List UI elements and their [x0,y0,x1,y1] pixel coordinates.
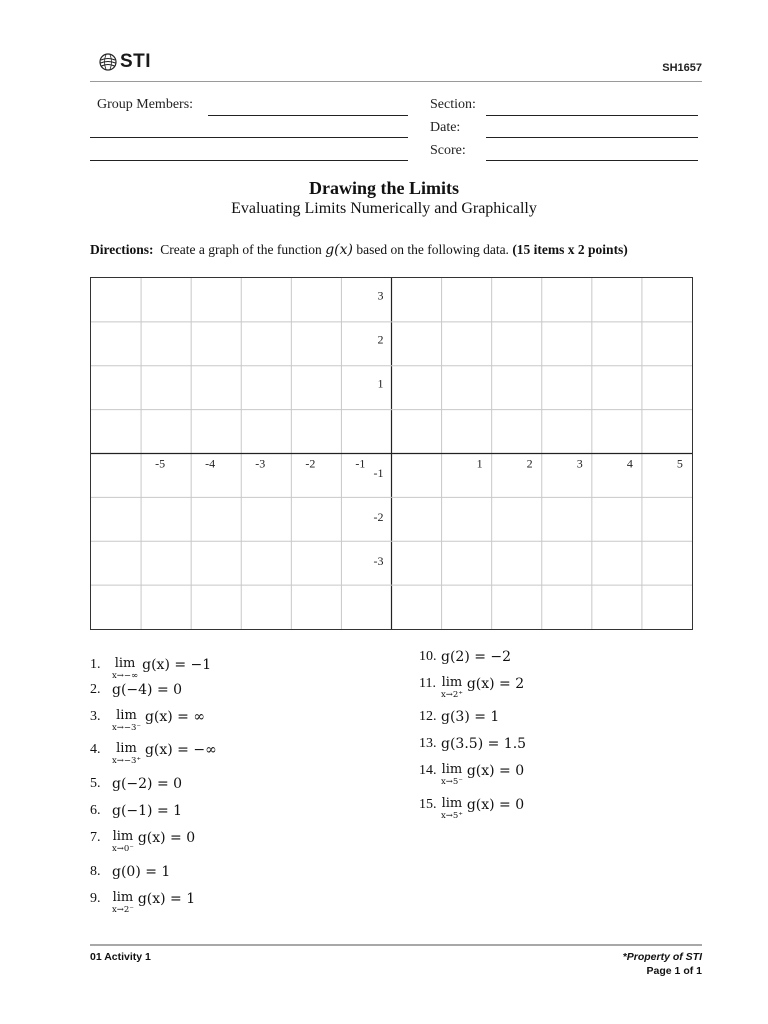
directions-function: g(x) [325,242,353,258]
footer-right [623,950,702,978]
lim-word: lim [116,708,137,723]
y-tick-label: -2 [373,510,384,525]
item-expression: g(x) = 0 [137,830,196,846]
x-tick-label: 2 [526,456,533,471]
y-tick-label: -3 [373,553,384,568]
y-tick-label: 1 [377,376,384,391]
directions-text-after: based on the following data. [356,242,509,257]
y-tick-label: 2 [377,332,384,347]
item-number: 8. [90,864,101,879]
footer-divider [90,944,702,946]
lim-word: lim [441,762,463,777]
directions-text-before: Create a graph of the function [160,242,322,257]
item-10 [419,649,511,665]
x-tick-label: 5 [676,456,683,471]
graph-grid[interactable] [90,277,693,630]
directions-label: Directions: [90,242,154,257]
item-number: 13. [419,736,437,751]
group-members-label: Group Members: [97,97,194,112]
lim-word: lim [116,741,137,756]
item-number: 9. [90,891,101,906]
footer-property: *Property of STI [622,951,702,963]
directions [90,242,710,258]
header-divider [90,81,702,82]
limit-operator [441,763,463,787]
footer-page: Page 1 of 1 [646,965,702,977]
item-3 [90,709,205,733]
limit-operator [112,830,134,854]
x-tick-label: -2 [305,456,316,471]
document-code: SH1657 [662,62,702,74]
item-expression: g(x) = ∞ [144,709,206,725]
item-number: 2. [90,682,101,697]
item-expression: g(x) = 1 [137,891,196,907]
section-line[interactable] [486,115,698,116]
lim-word: lim [441,675,463,690]
date-line[interactable] [486,137,698,138]
section-label: Section: [430,97,476,112]
limit-subscript: x→−3⁺ [112,756,141,766]
limit-subscript: x→2⁻ [112,905,134,915]
x-tick-label: -1 [355,456,366,471]
item-expression: g(−2) = 0 [112,776,183,792]
limit-operator [441,676,463,700]
item-2 [90,682,182,698]
item-number: 15. [419,797,437,812]
item-expression: g(3.5) = 1.5 [441,736,527,752]
item-8 [90,864,170,880]
limit-operator [441,797,463,821]
directions-points: (15 items x 2 points) [512,242,628,257]
item-15 [419,797,524,821]
item-12 [419,709,499,725]
lim-word: lim [441,796,463,811]
score-label: Score: [430,143,466,158]
x-tick-label: -5 [155,456,166,471]
item-number: 3. [90,709,101,724]
group-member-line-3[interactable] [90,160,408,161]
limit-operator [112,657,138,681]
item-expression: g(x) = −1 [142,657,212,673]
x-tick-label: -3 [255,456,266,471]
x-tick-label: 3 [576,456,583,471]
limit-operator [112,709,141,733]
date-label: Date: [430,120,461,135]
limit-operator [112,891,134,915]
x-tick-label: 1 [476,456,483,471]
item-1 [90,657,211,681]
footer-activity: 01 Activity 1 [90,951,151,963]
item-expression: g(0) = 1 [112,864,171,880]
item-9 [90,891,195,915]
item-4 [90,742,217,766]
item-11 [419,676,524,700]
item-expression: g(2) = −2 [441,649,512,665]
limit-subscript: x→2⁺ [441,690,463,700]
item-14 [419,763,524,787]
item-expression: g(x) = 0 [466,763,525,779]
graph-grid-svg[interactable] [91,278,692,629]
group-member-line-1[interactable] [208,115,408,116]
limit-subscript: x→0⁻ [112,844,134,854]
item-expression: g(x) = −∞ [144,742,217,758]
item-expression: g(−4) = 0 [112,682,183,698]
lim-word: lim [112,829,134,844]
worksheet-subtitle: Evaluating Limits Numerically and Graphically [231,200,537,217]
y-tick-label: 3 [377,288,384,303]
x-tick-label: 4 [626,456,633,471]
item-number: 1. [90,657,101,672]
worksheet-title: Drawing the Limits [309,178,459,198]
item-number: 11. [419,676,436,691]
item-number: 6. [90,803,101,818]
item-5 [90,776,182,792]
lim-word: lim [112,890,134,905]
item-13 [419,736,526,752]
item-number: 12. [419,709,437,724]
item-expression: g(−1) = 1 [112,803,183,819]
limit-operator [112,742,141,766]
globe-logo-icon [98,52,118,72]
sti-logo [98,50,151,74]
item-expression: g(x) = 0 [466,797,525,813]
item-number: 10. [419,649,437,664]
x-tick-label: -4 [205,456,216,471]
limit-subscript: x→5⁺ [441,811,463,821]
limit-subscript: x→−3⁻ [112,723,141,733]
y-tick-label: -1 [373,466,384,481]
logo-text: STI [120,51,152,72]
lim-word: lim [114,656,136,671]
limit-subscript: x→−∞ [112,671,139,681]
item-6 [90,803,182,819]
item-number: 14. [419,763,437,778]
item-number: 7. [90,830,101,845]
score-line[interactable] [486,160,698,161]
item-number: 4. [90,742,101,757]
limit-subscript: x→5⁻ [441,777,463,787]
group-member-line-2[interactable] [90,137,408,138]
item-7 [90,830,195,854]
item-expression: g(3) = 1 [441,709,500,725]
item-expression: g(x) = 2 [466,676,525,692]
item-number: 5. [90,776,101,791]
